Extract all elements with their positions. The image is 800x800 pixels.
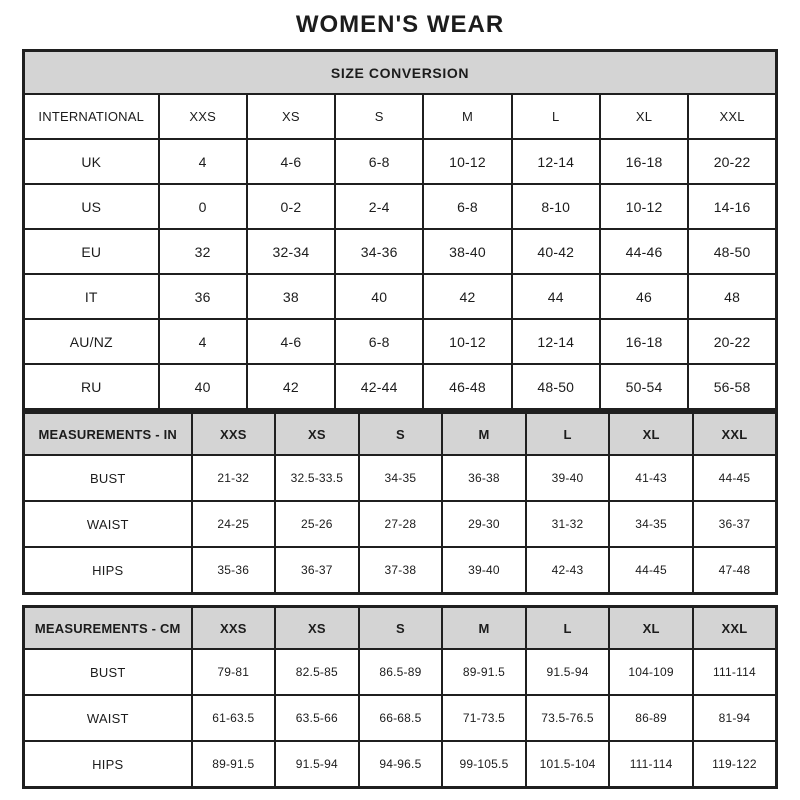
size-value: 50-54 [600,364,688,410]
measurement-value: 36-37 [693,501,777,547]
row-label: IT [24,274,159,319]
table-row-it [24,274,777,319]
measurements-in-header-row [24,413,777,456]
measurement-value: 73.5-76.5 [526,695,610,741]
size-value: 42 [423,274,511,319]
size-value: 0-2 [247,184,335,229]
column-header-row [24,94,777,139]
size-value: 48-50 [688,229,776,274]
measurements-in-table [22,411,778,595]
size-value: 16-18 [600,139,688,184]
column-header-xxl: XXL [688,94,776,139]
measurement-value: 34-35 [609,501,693,547]
size-value: 34-36 [335,229,423,274]
measurement-value: 111-114 [609,741,693,788]
measurement-value: 27-28 [359,501,443,547]
size-header-xxs: XXS [192,607,276,650]
size-header-m: M [442,607,526,650]
size-value: 46-48 [423,364,511,410]
size-conversion-table [22,49,778,411]
size-value: 14-16 [688,184,776,229]
row-label: WAIST [24,501,192,547]
table-row-eu [24,229,777,274]
measurement-value: 61-63.5 [192,695,276,741]
table-row-waist-cm [24,695,777,741]
size-header-l: L [526,413,610,456]
row-label: AU/NZ [24,319,159,364]
measurement-value: 41-43 [609,455,693,501]
size-value: 20-22 [688,139,776,184]
size-value: 38 [247,274,335,319]
column-header-xs: XS [247,94,335,139]
size-value: 6-8 [335,139,423,184]
measurement-value: 94-96.5 [359,741,443,788]
measurement-value: 36-38 [442,455,526,501]
row-label: WAIST [24,695,192,741]
table-row-bust-in [24,455,777,501]
measurement-value: 79-81 [192,649,276,695]
column-header-m: M [423,94,511,139]
table-row-hips-in [24,547,777,594]
table-row-waist-in [24,501,777,547]
table-header-band-row [24,51,777,95]
measurement-value: 25-26 [275,501,359,547]
table-row-uk [24,139,777,184]
measurement-value: 81-94 [693,695,777,741]
column-header-l: L [512,94,600,139]
measurement-value: 101.5-104 [526,741,610,788]
size-value: 10-12 [423,319,511,364]
row-label: BUST [24,649,192,695]
measurement-value: 37-38 [359,547,443,594]
size-value: 40 [159,364,247,410]
size-header-xxs: XXS [192,413,276,456]
row-label: UK [24,139,159,184]
row-label: US [24,184,159,229]
measurement-value: 71-73.5 [442,695,526,741]
measurement-value: 89-91.5 [192,741,276,788]
size-value: 48-50 [512,364,600,410]
size-value: 40-42 [512,229,600,274]
measurement-value: 104-109 [609,649,693,695]
measurement-value: 111-114 [693,649,777,695]
column-header-international: INTERNATIONAL [24,94,159,139]
measurement-value: 34-35 [359,455,443,501]
size-value: 0 [159,184,247,229]
measurement-value: 36-37 [275,547,359,594]
size-value: 4-6 [247,319,335,364]
size-value: 48 [688,274,776,319]
measurement-value: 21-32 [192,455,276,501]
size-value: 12-14 [512,139,600,184]
measurement-value: 39-40 [526,455,610,501]
measurement-value: 35-36 [192,547,276,594]
size-value: 56-58 [688,364,776,410]
measurement-value: 91.5-94 [526,649,610,695]
page-title: WOMEN'S WEAR [295,11,505,38]
row-label: RU [24,364,159,410]
size-header-xl: XL [609,413,693,456]
table-row-hips-cm [24,741,777,788]
size-value: 6-8 [423,184,511,229]
measurement-value: 89-91.5 [442,649,526,695]
size-header-s: S [359,607,443,650]
measurement-value: 82.5-85 [275,649,359,695]
row-label: EU [24,229,159,274]
table-row-aunz [24,319,777,364]
row-label: HIPS [24,547,192,594]
measurement-value: 39-40 [442,547,526,594]
size-value: 4-6 [247,139,335,184]
size-header-xxl: XXL [693,413,777,456]
size-value: 42-44 [335,364,423,410]
size-value: 12-14 [512,319,600,364]
table-row-ru [24,364,777,410]
size-value: 44 [512,274,600,319]
size-conversion-header: SIZE CONVERSION [24,51,777,95]
table-row-bust-cm [24,649,777,695]
measurement-value: 31-32 [526,501,610,547]
measurements-in-header: MEASUREMENTS - IN [24,413,192,456]
column-header-xxs: XXS [159,94,247,139]
size-value: 44-46 [600,229,688,274]
measurement-value: 44-45 [609,547,693,594]
size-header-xs: XS [275,413,359,456]
size-value: 4 [159,139,247,184]
measurement-value: 44-45 [693,455,777,501]
size-value: 10-12 [600,184,688,229]
size-header-s: S [359,413,443,456]
size-value: 10-12 [423,139,511,184]
row-label: HIPS [24,741,192,788]
measurement-value: 99-105.5 [442,741,526,788]
size-header-xs: XS [275,607,359,650]
column-header-xl: XL [600,94,688,139]
size-value: 16-18 [600,319,688,364]
size-value: 32 [159,229,247,274]
column-header-s: S [335,94,423,139]
measurements-cm-header-row [24,607,777,650]
size-header-xl: XL [609,607,693,650]
measurement-value: 91.5-94 [275,741,359,788]
measurement-value: 66-68.5 [359,695,443,741]
measurement-value: 32.5-33.5 [275,455,359,501]
size-value: 38-40 [423,229,511,274]
size-value: 32-34 [247,229,335,274]
measurements-cm-table [22,605,778,789]
measurement-value: 119-122 [693,741,777,788]
measurement-value: 63.5-66 [275,695,359,741]
table-row-us [24,184,777,229]
size-value: 42 [247,364,335,410]
size-value: 6-8 [335,319,423,364]
measurement-value: 47-48 [693,547,777,594]
size-value: 2-4 [335,184,423,229]
measurement-value: 42-43 [526,547,610,594]
measurement-value: 86-89 [609,695,693,741]
measurement-value: 24-25 [192,501,276,547]
size-header-xxl: XXL [693,607,777,650]
size-value: 8-10 [512,184,600,229]
measurement-value: 29-30 [442,501,526,547]
size-value: 40 [335,274,423,319]
size-value: 20-22 [688,319,776,364]
size-value: 36 [159,274,247,319]
size-value: 4 [159,319,247,364]
measurement-value: 86.5-89 [359,649,443,695]
measurements-cm-header: MEASUREMENTS - CM [24,607,192,650]
size-header-l: L [526,607,610,650]
row-label: BUST [24,455,192,501]
size-value: 46 [600,274,688,319]
size-header-m: M [442,413,526,456]
